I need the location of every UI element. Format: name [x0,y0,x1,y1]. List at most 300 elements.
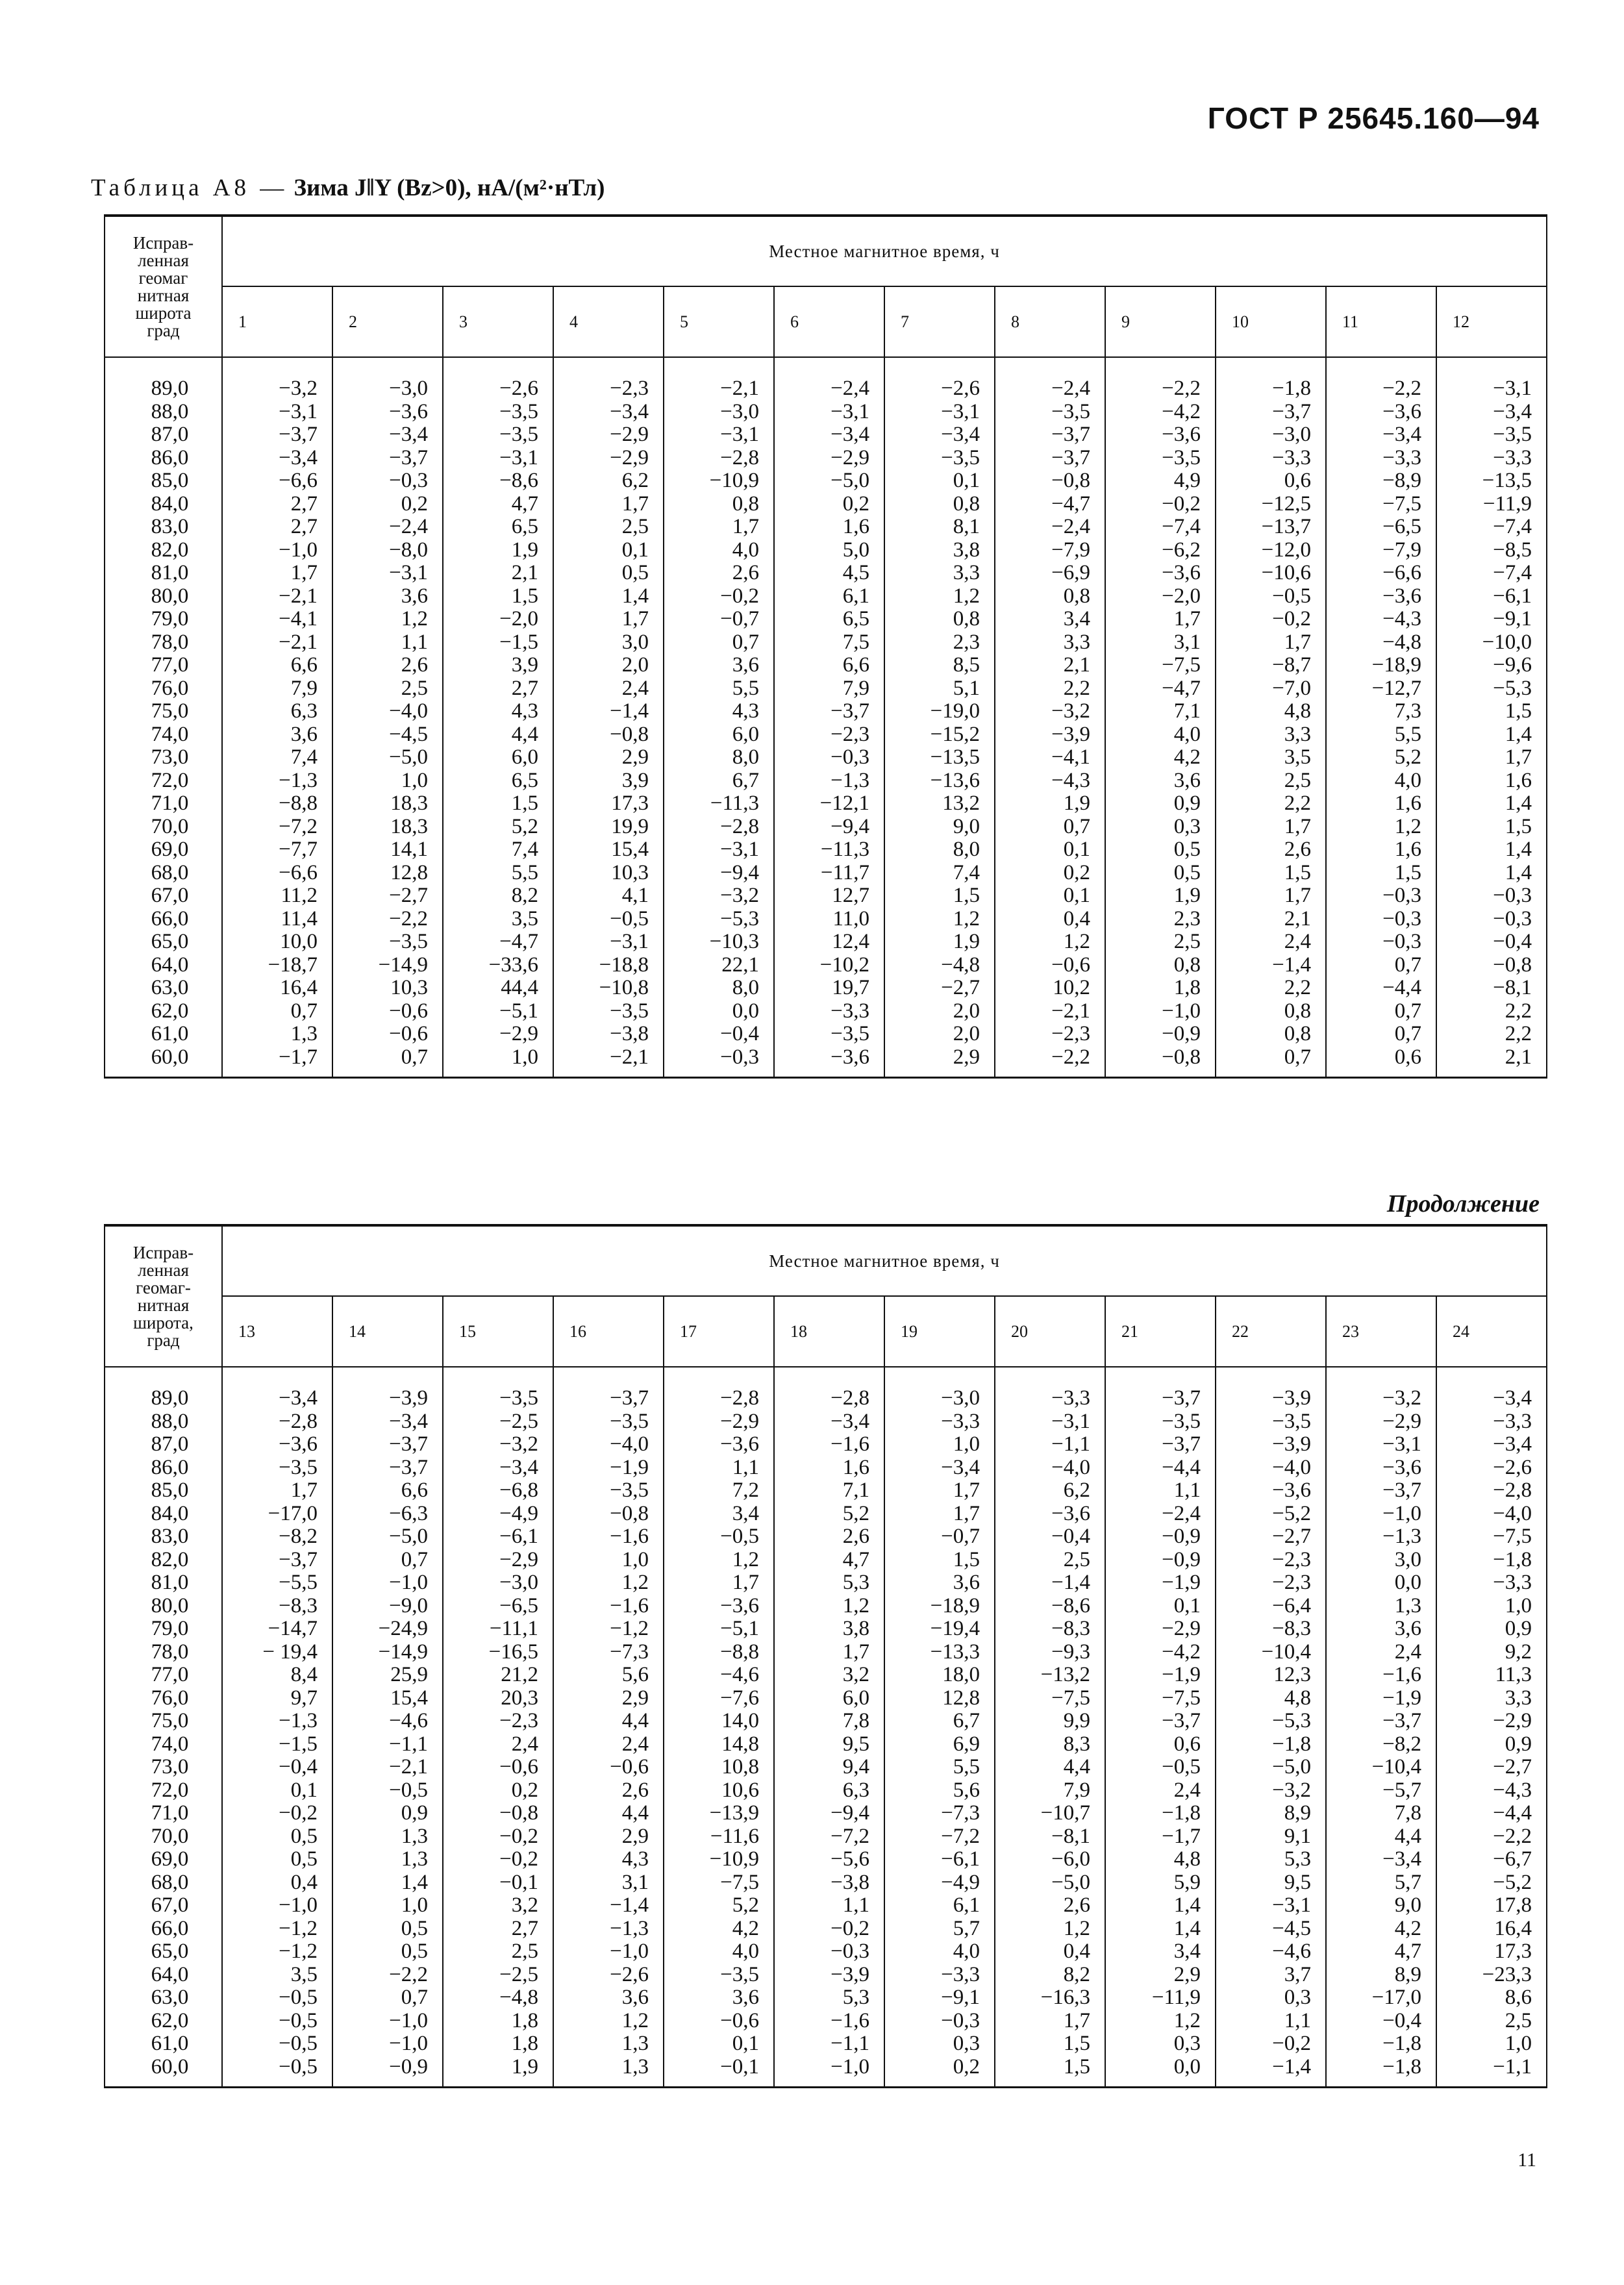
value-cell: −8,1 [1436,977,1547,1000]
value-cell: 9,2 [1436,1641,1547,1664]
value-cell: −0,2 [222,1802,332,1825]
value-cell: −0,5 [222,2032,332,2056]
value-cell: −3,1 [1216,1894,1326,1917]
value-cell: −1,4 [553,700,664,723]
value-cell: −23,3 [1436,1964,1547,1987]
value-cell: −4,0 [332,700,443,723]
hour-column-header: 16 [553,1296,664,1367]
value-cell: 1,3 [332,1825,443,1849]
value-cell: 3,6 [553,1986,664,2010]
value-cell: −2,1 [664,377,774,401]
latitude-cell: 83,0 [105,516,222,539]
value-cell: −8,3 [1216,1617,1326,1641]
spacer-cell [553,1367,664,1387]
value-cell: −6,6 [222,469,332,493]
value-cell: 2,6 [995,1894,1105,1917]
value-cell: 6,2 [995,1479,1105,1503]
value-cell: 2,6 [332,654,443,677]
value-cell: 0,3 [1216,1986,1326,2010]
value-cell: 3,6 [664,1986,774,2010]
value-cell: 1,1 [664,1456,774,1480]
value-cell: −5,3 [1216,1710,1326,1733]
value-cell: −13,6 [884,769,995,793]
value-cell: −3,7 [774,700,884,723]
value-cell: 3,6 [1105,769,1216,793]
value-cell: −3,2 [664,884,774,908]
table-row [105,1000,1547,1023]
value-cell: −0,6 [332,1000,443,1023]
value-cell: −3,2 [443,1433,553,1456]
value-cell: 0,5 [553,562,664,585]
latitude-cell: 80,0 [105,1595,222,1618]
value-cell: −3,9 [332,1387,443,1410]
table-row [105,2010,1547,2033]
value-cell: −3,3 [884,1964,995,1987]
value-cell: 3,6 [332,585,443,608]
value-cell: 2,5 [1216,769,1326,793]
latitude-cell: 88,0 [105,1410,222,1434]
spacer-cell [1326,357,1436,377]
value-cell: 7,3 [1326,700,1436,723]
latitude-cell: 89,0 [105,1387,222,1410]
latitude-cell: 71,0 [105,1802,222,1825]
value-cell: 1,6 [1436,769,1547,793]
table-row [105,493,1547,516]
latitude-cell: 82,0 [105,539,222,562]
value-cell: −3,1 [664,423,774,447]
value-cell: −3,3 [1436,1571,1547,1595]
latitude-cell: 62,0 [105,2010,222,2033]
document-code: ГОСТ Р 25645.160—94 [1207,101,1540,135]
value-cell: 8,2 [443,884,553,908]
value-cell: −24,9 [332,1617,443,1641]
value-cell: 7,8 [1326,1802,1436,1825]
value-cell: 4,0 [884,1940,995,1964]
value-cell: −3,1 [774,401,884,424]
value-cell: 2,0 [553,654,664,677]
table-row [105,1664,1547,1687]
value-cell: 2,7 [443,1917,553,1941]
value-cell: −3,3 [1326,447,1436,470]
table-row [105,1549,1547,1572]
value-cell: 1,2 [664,1549,774,1572]
value-cell: −3,3 [1436,1410,1547,1434]
value-cell: −4,3 [1436,1779,1547,1803]
value-cell: −3,3 [1216,447,1326,470]
value-cell: −4,7 [1105,677,1216,701]
value-cell: −3,9 [1216,1387,1326,1410]
value-cell: −11,6 [664,1825,774,1849]
value-cell: −3,7 [995,423,1105,447]
value-cell: −1,9 [1105,1571,1216,1595]
value-cell: −4,8 [884,954,995,977]
value-cell: −2,4 [774,377,884,401]
value-cell: −2,6 [443,377,553,401]
value-cell: 2,6 [553,1779,664,1803]
value-cell: −0,8 [1436,954,1547,977]
value-cell: −7,5 [995,1687,1105,1710]
value-cell: −3,4 [884,423,995,447]
value-cell: 3,0 [553,631,664,655]
data-table-hours-13-24 [104,1224,1547,2088]
value-cell: −2,6 [1436,1456,1547,1480]
value-cell: 7,9 [774,677,884,701]
spacer-cell [664,1367,774,1387]
hour-column-header: 12 [1436,286,1547,357]
value-cell: −10,9 [664,1848,774,1871]
value-cell: −1,2 [222,1917,332,1941]
value-cell: 6,0 [664,723,774,747]
value-cell: −3,0 [884,1387,995,1410]
value-cell: 11,4 [222,908,332,931]
value-cell: 0,7 [332,1549,443,1572]
value-cell: −0,2 [443,1848,553,1871]
value-cell: −2,2 [332,908,443,931]
value-cell: −0,8 [1105,1046,1216,1078]
spacer-cell [1216,1367,1326,1387]
table-row [105,862,1547,885]
value-cell: −2,7 [884,977,995,1000]
value-cell: −4,6 [332,1710,443,1733]
local-time-group-header: Местное магнитное время, ч [222,216,1547,286]
value-cell: −2,8 [664,816,774,839]
table-row [105,423,1547,447]
value-cell: −1,3 [553,1917,664,1941]
table-row [105,769,1547,793]
latitude-header-line: ленная [138,1260,189,1280]
value-cell: −2,2 [995,1046,1105,1078]
value-cell: −7,3 [553,1641,664,1664]
value-cell: 3,8 [774,1617,884,1641]
value-cell: −7,7 [222,838,332,862]
value-cell: −3,7 [332,1456,443,1480]
value-cell: −3,5 [553,1479,664,1503]
value-cell: 1,4 [1436,723,1547,747]
value-cell: −2,2 [1105,377,1216,401]
value-cell: −3,7 [1105,1710,1216,1733]
value-cell: 1,2 [995,1917,1105,1941]
table-row [105,1387,1547,1410]
value-cell: −3,5 [1216,1410,1326,1434]
value-cell: −3,4 [774,1410,884,1434]
value-cell: 8,2 [995,1964,1105,1987]
value-cell: 4,0 [1326,769,1436,793]
value-cell: 3,9 [443,654,553,677]
value-cell: −0,7 [884,1525,995,1549]
value-cell: 3,5 [1216,746,1326,769]
value-cell: 5,5 [884,1756,995,1779]
value-cell: 5,5 [1326,723,1436,747]
value-cell: −3,0 [1216,423,1326,447]
value-cell: −6,1 [884,1848,995,1871]
value-cell: 8,0 [884,838,995,862]
value-cell: 0,7 [332,1046,443,1078]
value-cell: −3,7 [1326,1479,1436,1503]
value-cell: −8,5 [1436,539,1547,562]
value-cell: −3,1 [995,1410,1105,1434]
value-cell: −3,6 [1326,585,1436,608]
value-cell: −1,8 [1216,377,1326,401]
value-cell: −7,5 [664,1871,774,1895]
value-cell: −1,4 [995,1571,1105,1595]
value-cell: 2,3 [884,631,995,655]
value-cell: 2,3 [1105,908,1216,931]
value-cell: 1,6 [1326,792,1436,816]
latitude-cell: 63,0 [105,977,222,1000]
value-cell: −6,1 [1436,585,1547,608]
hour-column-header: 1 [222,286,332,357]
table-row [105,1779,1547,1803]
value-cell: 1,9 [443,2056,553,2088]
value-cell: 6,0 [774,1687,884,1710]
value-cell: −3,0 [443,1571,553,1595]
hour-column-header: 5 [664,286,774,357]
value-cell: 2,7 [222,493,332,516]
latitude-cell: 79,0 [105,608,222,631]
value-cell: 3,3 [1436,1687,1547,1710]
value-cell: 20,3 [443,1687,553,1710]
value-cell: 3,0 [1326,1549,1436,1572]
value-cell: −5,1 [443,1000,553,1023]
value-cell: −2,9 [553,447,664,470]
value-cell: −2,1 [222,585,332,608]
value-cell: 1,0 [884,1433,995,1456]
value-cell: 4,8 [1216,700,1326,723]
value-cell: −3,4 [1436,401,1547,424]
value-cell: −2,0 [443,608,553,631]
spacer-cell [332,357,443,377]
value-cell: 2,5 [443,1940,553,1964]
value-cell: −0,5 [332,1779,443,1803]
value-cell: 1,7 [553,493,664,516]
value-cell: −0,9 [1105,1023,1216,1046]
value-cell: 12,8 [884,1687,995,1710]
value-cell: −2,4 [995,516,1105,539]
value-cell: 1,8 [443,2010,553,2033]
value-cell: 1,1 [1216,2010,1326,2033]
value-cell: 18,3 [332,816,443,839]
value-cell: −1,0 [774,2056,884,2088]
latitude-header-line: нитная [137,285,190,305]
table-row [105,1456,1547,1480]
value-cell: 2,4 [443,1733,553,1756]
value-cell: −3,5 [553,1410,664,1434]
value-cell: 0,1 [884,469,995,493]
value-cell: −4,7 [443,930,553,954]
value-cell: 18,0 [884,1664,995,1687]
value-cell: −2,8 [664,447,774,470]
value-cell: −0,4 [1326,2010,1436,2033]
value-cell: −5,7 [1326,1779,1436,1803]
table-row [105,1756,1547,1779]
value-cell: −8,1 [995,1825,1105,1849]
value-cell: −6,3 [332,1503,443,1526]
value-cell: 2,0 [884,1023,995,1046]
value-cell: 0,7 [1326,1000,1436,1023]
spacer-cell [443,1367,553,1387]
value-cell: −4,0 [1216,1456,1326,1480]
value-cell: −0,5 [222,2056,332,2088]
value-cell: 8,4 [222,1664,332,1687]
value-cell: 8,6 [1436,1986,1547,2010]
value-cell: 1,0 [1436,2032,1547,2056]
value-cell: −3,7 [332,1433,443,1456]
hour-column-header: 19 [884,1296,995,1367]
value-cell: −1,3 [774,769,884,793]
spacer-cell [105,357,222,377]
value-cell: −1,3 [1326,1525,1436,1549]
value-cell: −0,4 [664,1023,774,1046]
value-cell: 1,2 [995,930,1105,954]
value-cell: −4,3 [995,769,1105,793]
value-cell: 1,7 [664,516,774,539]
value-cell: 0,1 [664,2032,774,2056]
hour-column-header: 3 [443,286,553,357]
value-cell: −0,6 [995,954,1105,977]
value-cell: −0,3 [1326,884,1436,908]
value-cell: −3,5 [443,1387,553,1410]
value-cell: 1,2 [553,1571,664,1595]
value-cell: 1,4 [1436,838,1547,862]
value-cell: 4,1 [553,884,664,908]
value-cell: −10,4 [1326,1756,1436,1779]
value-cell: 6,6 [222,654,332,677]
value-cell: 9,5 [774,1733,884,1756]
value-cell: −4,7 [995,493,1105,516]
spacer-cell [1326,1367,1436,1387]
value-cell: −3,6 [1216,1479,1326,1503]
value-cell: −1,1 [774,2032,884,2056]
table-row [105,908,1547,931]
value-cell: 1,2 [553,2010,664,2033]
value-cell: 3,5 [222,1964,332,1987]
value-cell: 1,7 [1216,884,1326,908]
value-cell: −4,4 [1105,1456,1216,1480]
value-cell: 4,3 [553,1848,664,1871]
value-cell: −13,5 [884,746,995,769]
spacer-cell [995,1367,1105,1387]
value-cell: −0,8 [553,1503,664,1526]
value-cell: 2,5 [1436,2010,1547,2033]
value-cell: −8,2 [222,1525,332,1549]
value-cell: −6,4 [1216,1595,1326,1618]
latitude-cell: 81,0 [105,562,222,585]
value-cell: 4,4 [443,723,553,747]
value-cell: −2,9 [443,1023,553,1046]
latitude-cell: 77,0 [105,1664,222,1687]
value-cell: 0,7 [332,1986,443,2010]
value-cell: −3,1 [553,930,664,954]
value-cell: −3,5 [443,423,553,447]
value-cell: −2,9 [1436,1710,1547,1733]
value-cell: 4,4 [1326,1825,1436,1849]
latitude-cell: 60,0 [105,1046,222,1078]
value-cell: 1,7 [222,1479,332,1503]
value-cell: −0,1 [664,2056,774,2088]
hour-column-header: 8 [995,286,1105,357]
latitude-cell: 86,0 [105,1456,222,1480]
value-cell: 1,0 [332,1894,443,1917]
value-cell: −3,3 [884,1410,995,1434]
value-cell: −1,5 [443,631,553,655]
value-cell: −0,6 [332,1023,443,1046]
table-row [105,723,1547,747]
value-cell: 17,3 [1436,1940,1547,1964]
value-cell: 3,3 [1216,723,1326,747]
value-cell: −5,5 [222,1571,332,1595]
value-cell: − 19,4 [222,1641,332,1664]
value-cell: −11,9 [1436,493,1547,516]
value-cell: −12,0 [1216,539,1326,562]
value-cell: 1,3 [553,2056,664,2088]
value-cell: −6,5 [1326,516,1436,539]
value-cell: −3,5 [1105,1410,1216,1434]
latitude-cell: 63,0 [105,1986,222,2010]
value-cell: −8,9 [1326,469,1436,493]
value-cell: −0,4 [222,1756,332,1779]
table-row [105,1503,1547,1526]
latitude-cell: 66,0 [105,908,222,931]
spacer-cell [774,1367,884,1387]
value-cell: 2,1 [1216,908,1326,931]
value-cell: 5,0 [774,539,884,562]
value-cell: −7,5 [1105,1687,1216,1710]
value-cell: −0,5 [222,1986,332,2010]
value-cell: 8,5 [884,654,995,677]
value-cell: 0,8 [995,585,1105,608]
value-cell: 17,3 [553,792,664,816]
value-cell: 1,6 [774,1456,884,1480]
value-cell: −3,2 [222,377,332,401]
value-cell: −3,6 [995,1503,1105,1526]
table-row [105,539,1547,562]
value-cell: −4,4 [1436,1802,1547,1825]
value-cell: 0,5 [1105,862,1216,885]
value-cell: 14,8 [664,1733,774,1756]
latitude-cell: 68,0 [105,1871,222,1895]
value-cell: 25,9 [332,1664,443,1687]
value-cell: −0,5 [1105,1756,1216,1779]
value-cell: 1,2 [884,585,995,608]
latitude-cell: 65,0 [105,930,222,954]
value-cell: −5,2 [1216,1503,1326,1526]
value-cell: −10,0 [1436,631,1547,655]
value-cell: 21,2 [443,1664,553,1687]
value-cell: 1,2 [884,908,995,931]
value-cell: −8,6 [443,469,553,493]
latitude-cell: 74,0 [105,723,222,747]
value-cell: −3,6 [332,401,443,424]
value-cell: 0,2 [995,862,1105,885]
table-row [105,1940,1547,1964]
latitude-cell: 87,0 [105,1433,222,1456]
value-cell: 0,0 [1326,1571,1436,1595]
value-cell: −4,5 [332,723,443,747]
value-cell: −4,5 [1216,1917,1326,1941]
value-cell: 0,9 [1436,1617,1547,1641]
value-cell: −3,5 [1436,423,1547,447]
hour-column-header: 17 [664,1296,774,1367]
value-cell: 3,6 [1326,1617,1436,1641]
value-cell: −3,5 [443,401,553,424]
value-cell: 0,7 [1216,1046,1326,1078]
value-cell: −1,0 [222,1894,332,1917]
value-cell: −2,4 [332,516,443,539]
table-row [105,977,1547,1000]
value-cell: −3,2 [1216,1779,1326,1803]
value-cell: −1,8 [1326,2032,1436,2056]
value-cell: 1,8 [1105,977,1216,1000]
